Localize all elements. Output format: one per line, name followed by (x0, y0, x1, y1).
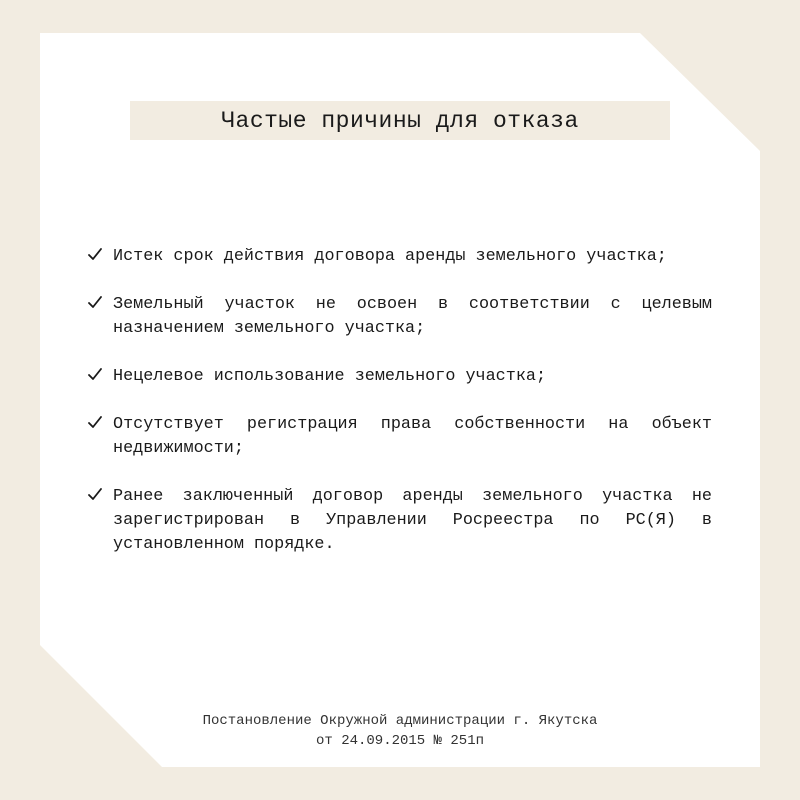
page-title: Частые причины для отказа (221, 107, 579, 134)
checkmark-icon (88, 293, 113, 309)
list-item (88, 485, 712, 557)
list-item (88, 365, 712, 389)
footer-line: от 24.09.2015 № 251п (315, 733, 485, 749)
list-item (88, 413, 712, 461)
title-banner (130, 101, 670, 140)
reason-text: Земельный участок не освоен в соответствии с целевым назначением земельного участка; (113, 295, 712, 338)
checkmark-icon (88, 413, 113, 429)
list-item (88, 293, 712, 341)
reason-text: Истек срок действия договора аренды земельного участка; (113, 247, 667, 266)
reason-text: Отсутствует регистрация права собственности на объект недвижимости; (113, 415, 712, 458)
reason-text: Нецелевое использование земельного участка; (113, 367, 547, 386)
footer-line: Постановление Окружной администрации г. Якутска (202, 713, 598, 729)
list-item (88, 245, 712, 269)
reasons-list (88, 245, 712, 581)
footer-citation (0, 711, 800, 751)
checkmark-icon (88, 365, 113, 381)
reason-text: Ранее заключенный договор аренды земельного участка не зарегистрирован в Управлении Росреестра по РС(Я) в установленном порядке. (113, 487, 712, 554)
checkmark-icon (88, 485, 113, 501)
checkmark-icon (88, 245, 113, 261)
